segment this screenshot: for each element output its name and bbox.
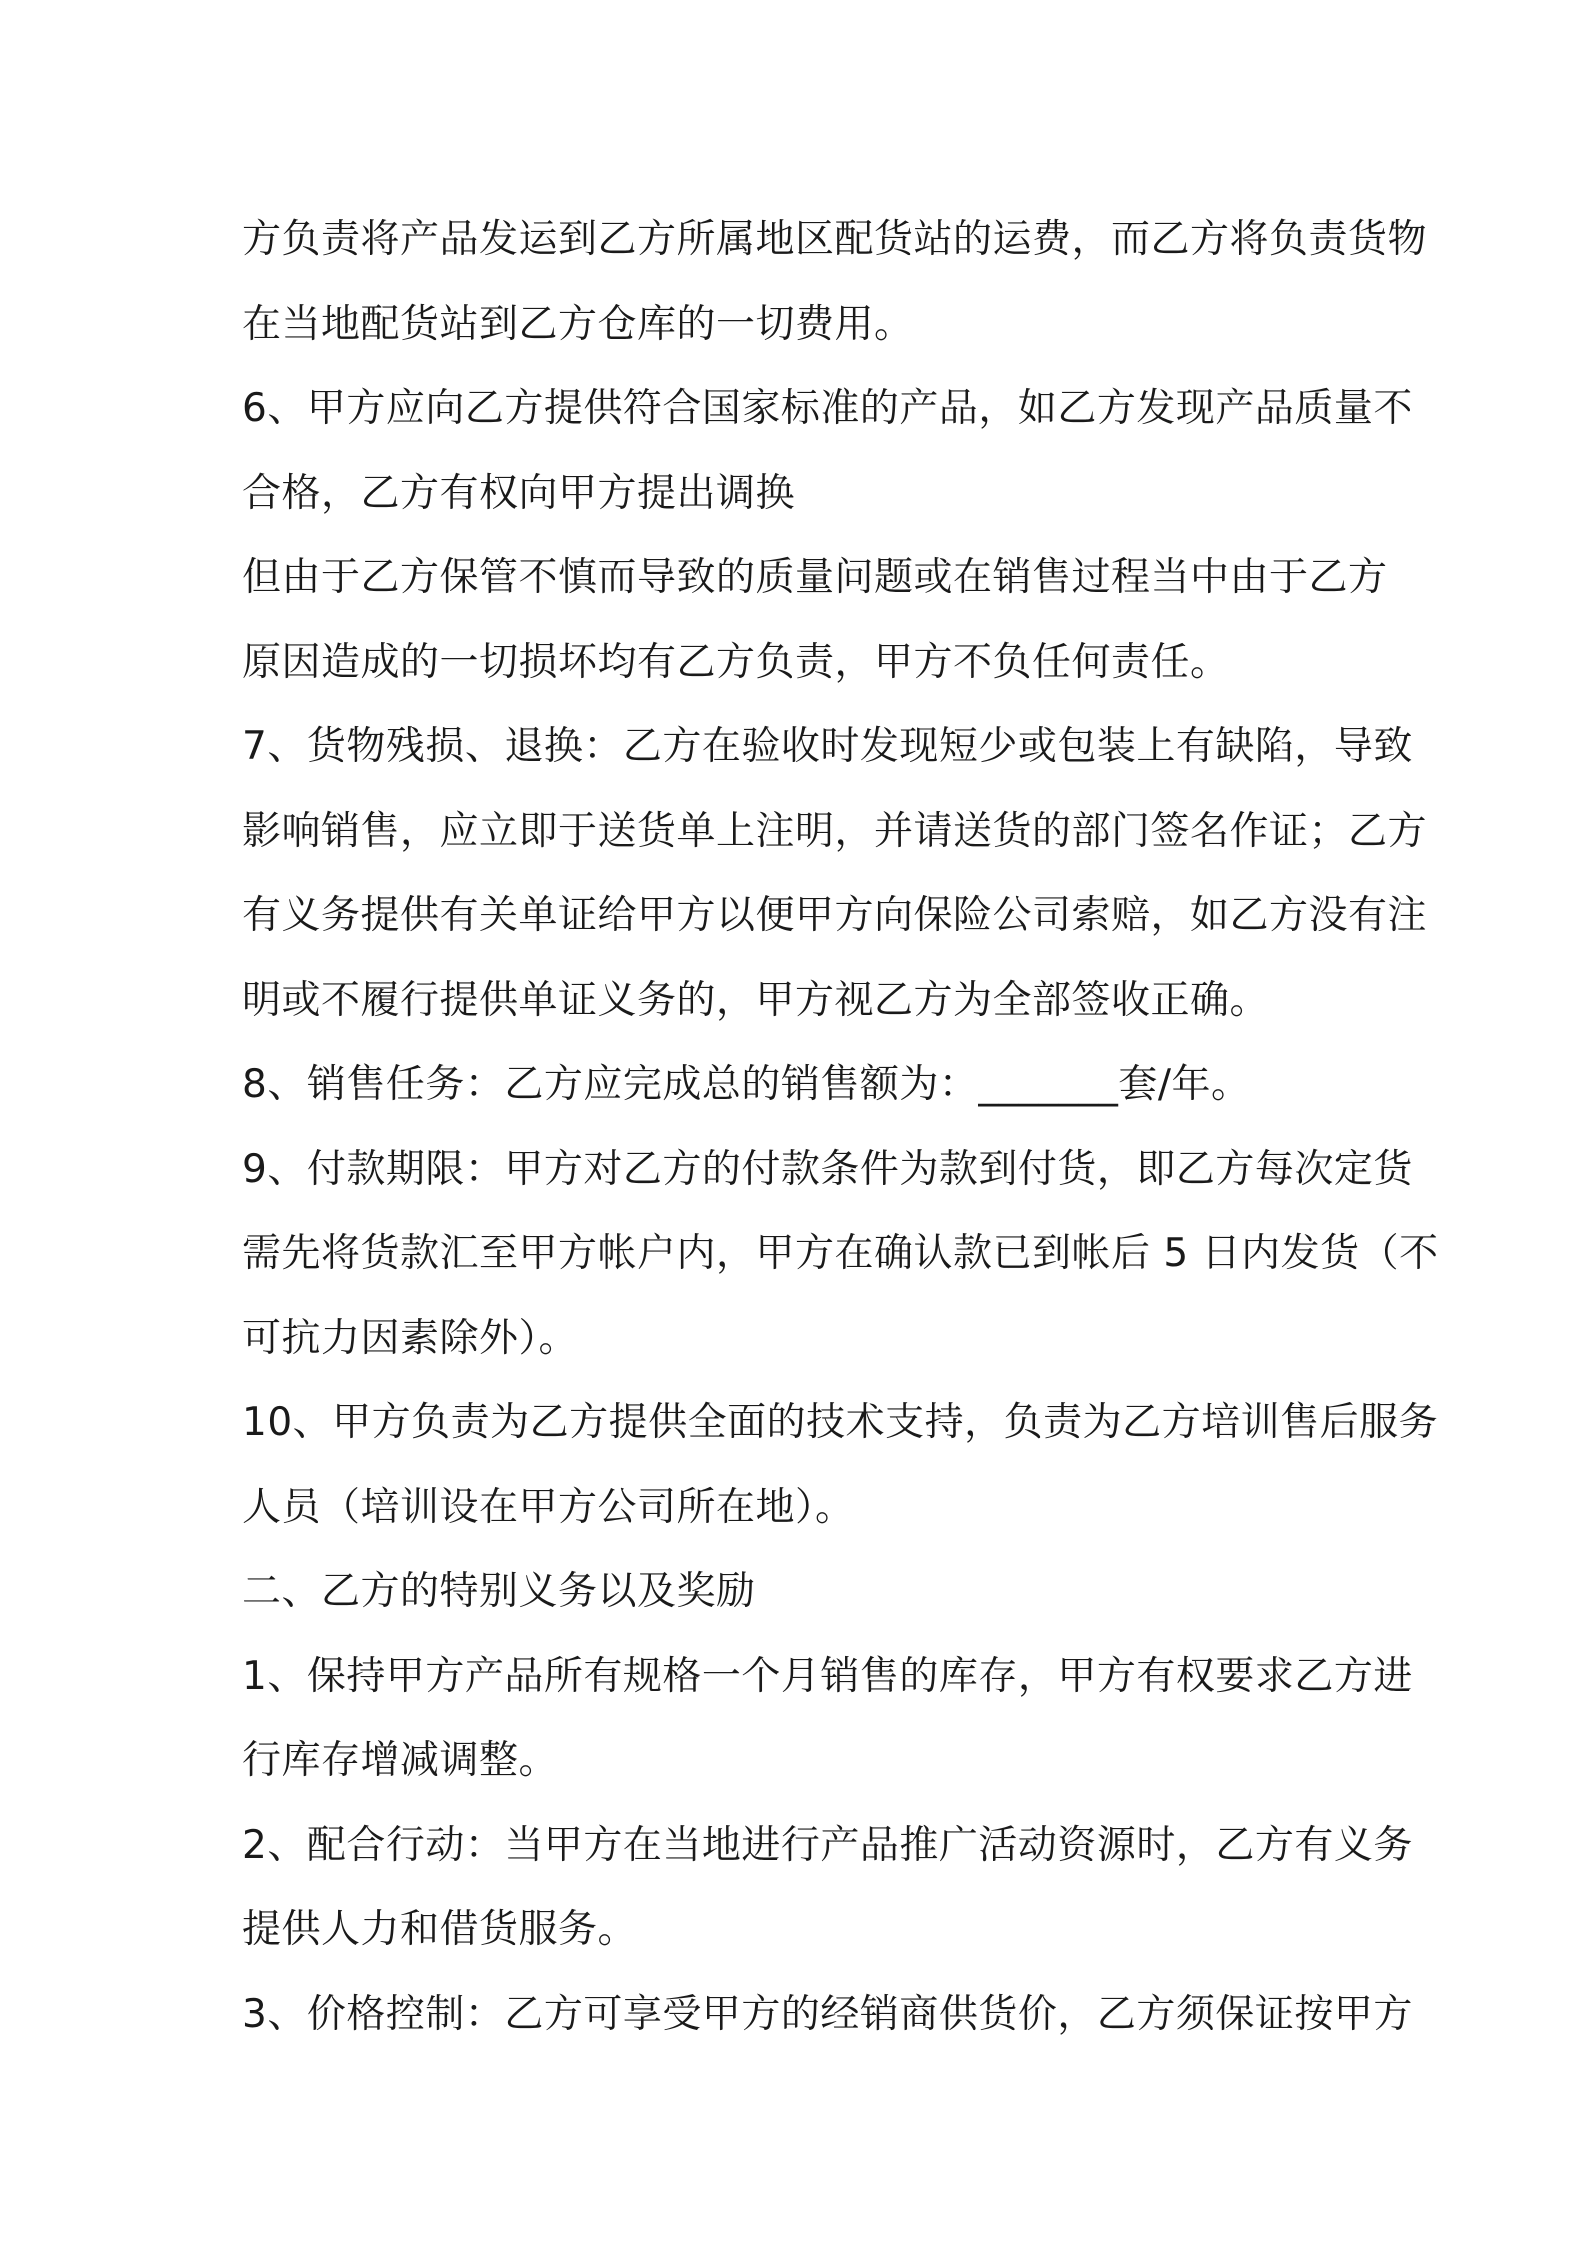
clause-10-line: 10、甲方负责为乙方提供全面的技术支持，负责为乙方培训售后服务 <box>242 1400 1439 1445</box>
text-line: 但由于乙方保管不慎而导致的质量问题或在销售过程当中由于乙方 <box>242 555 1388 600</box>
clause-1-line: 1、保持甲方产品所有规格一个月销售的库存，甲方有权要求乙方进 <box>242 1653 1413 1699</box>
text-line: 可抗力因素除外）。 <box>242 1315 579 1361</box>
text-line: 明或不履行提供单证义务的，甲方视乙方为全部签收正确。 <box>242 977 1270 1023</box>
clause-3-line: 3、价格控制：乙方可享受甲方的经销商供货价，乙方须保证按甲方 <box>242 1991 1413 2037</box>
document-page <box>242 198 1439 2057</box>
section-heading: 二、乙方的特别义务以及奖励 <box>242 1569 756 1614</box>
text-line: 原因造成的一切损坏均有乙方负责，甲方不负任何责任。 <box>242 639 1230 685</box>
text-line: 需先将货款汇至甲方帐户内，甲方在确认款已到帐后 5 日内发货（不 <box>242 1231 1439 1276</box>
clause-8-line: 8、销售任务：乙方应完成总的销售额为：_______套/年。 <box>242 1062 1251 1107</box>
text-line: 有义务提供有关单证给甲方以便甲方向保险公司索赔，如乙方没有注 <box>242 893 1428 938</box>
text-line: 合格，乙方有权向甲方提出调换 <box>242 470 796 516</box>
text-line: 影响销售，应立即于送货单上注明，并请送货的部门签名作证；乙方 <box>242 808 1428 854</box>
clause-6-line: 6、甲方应向乙方提供符合国家标准的产品，如乙方发现产品质量不 <box>242 386 1413 431</box>
text-line: 人员（培训设在甲方公司所在地）。 <box>242 1484 855 1530</box>
text-line: 提供人力和借货服务。 <box>242 1907 638 1952</box>
text-line: 在当地配货站到乙方仓库的一切费用。 <box>242 301 914 347</box>
clause-9-line: 9、付款期限：甲方对乙方的付款条件为款到付货，即乙方每次定货 <box>242 1146 1413 1192</box>
clause-2-line: 2、配合行动：当甲方在当地进行产品推广活动资源时，乙方有义务 <box>242 1822 1413 1868</box>
text-line: 行库存增减调整。 <box>242 1738 559 1783</box>
text-line: 方负责将产品发运到乙方所属地区配货站的运费，而乙方将负责货物 <box>242 217 1428 262</box>
clause-7-line: 7、货物残损、退换：乙方在验收时发现短少或包装上有缺陷，导致 <box>242 724 1413 769</box>
